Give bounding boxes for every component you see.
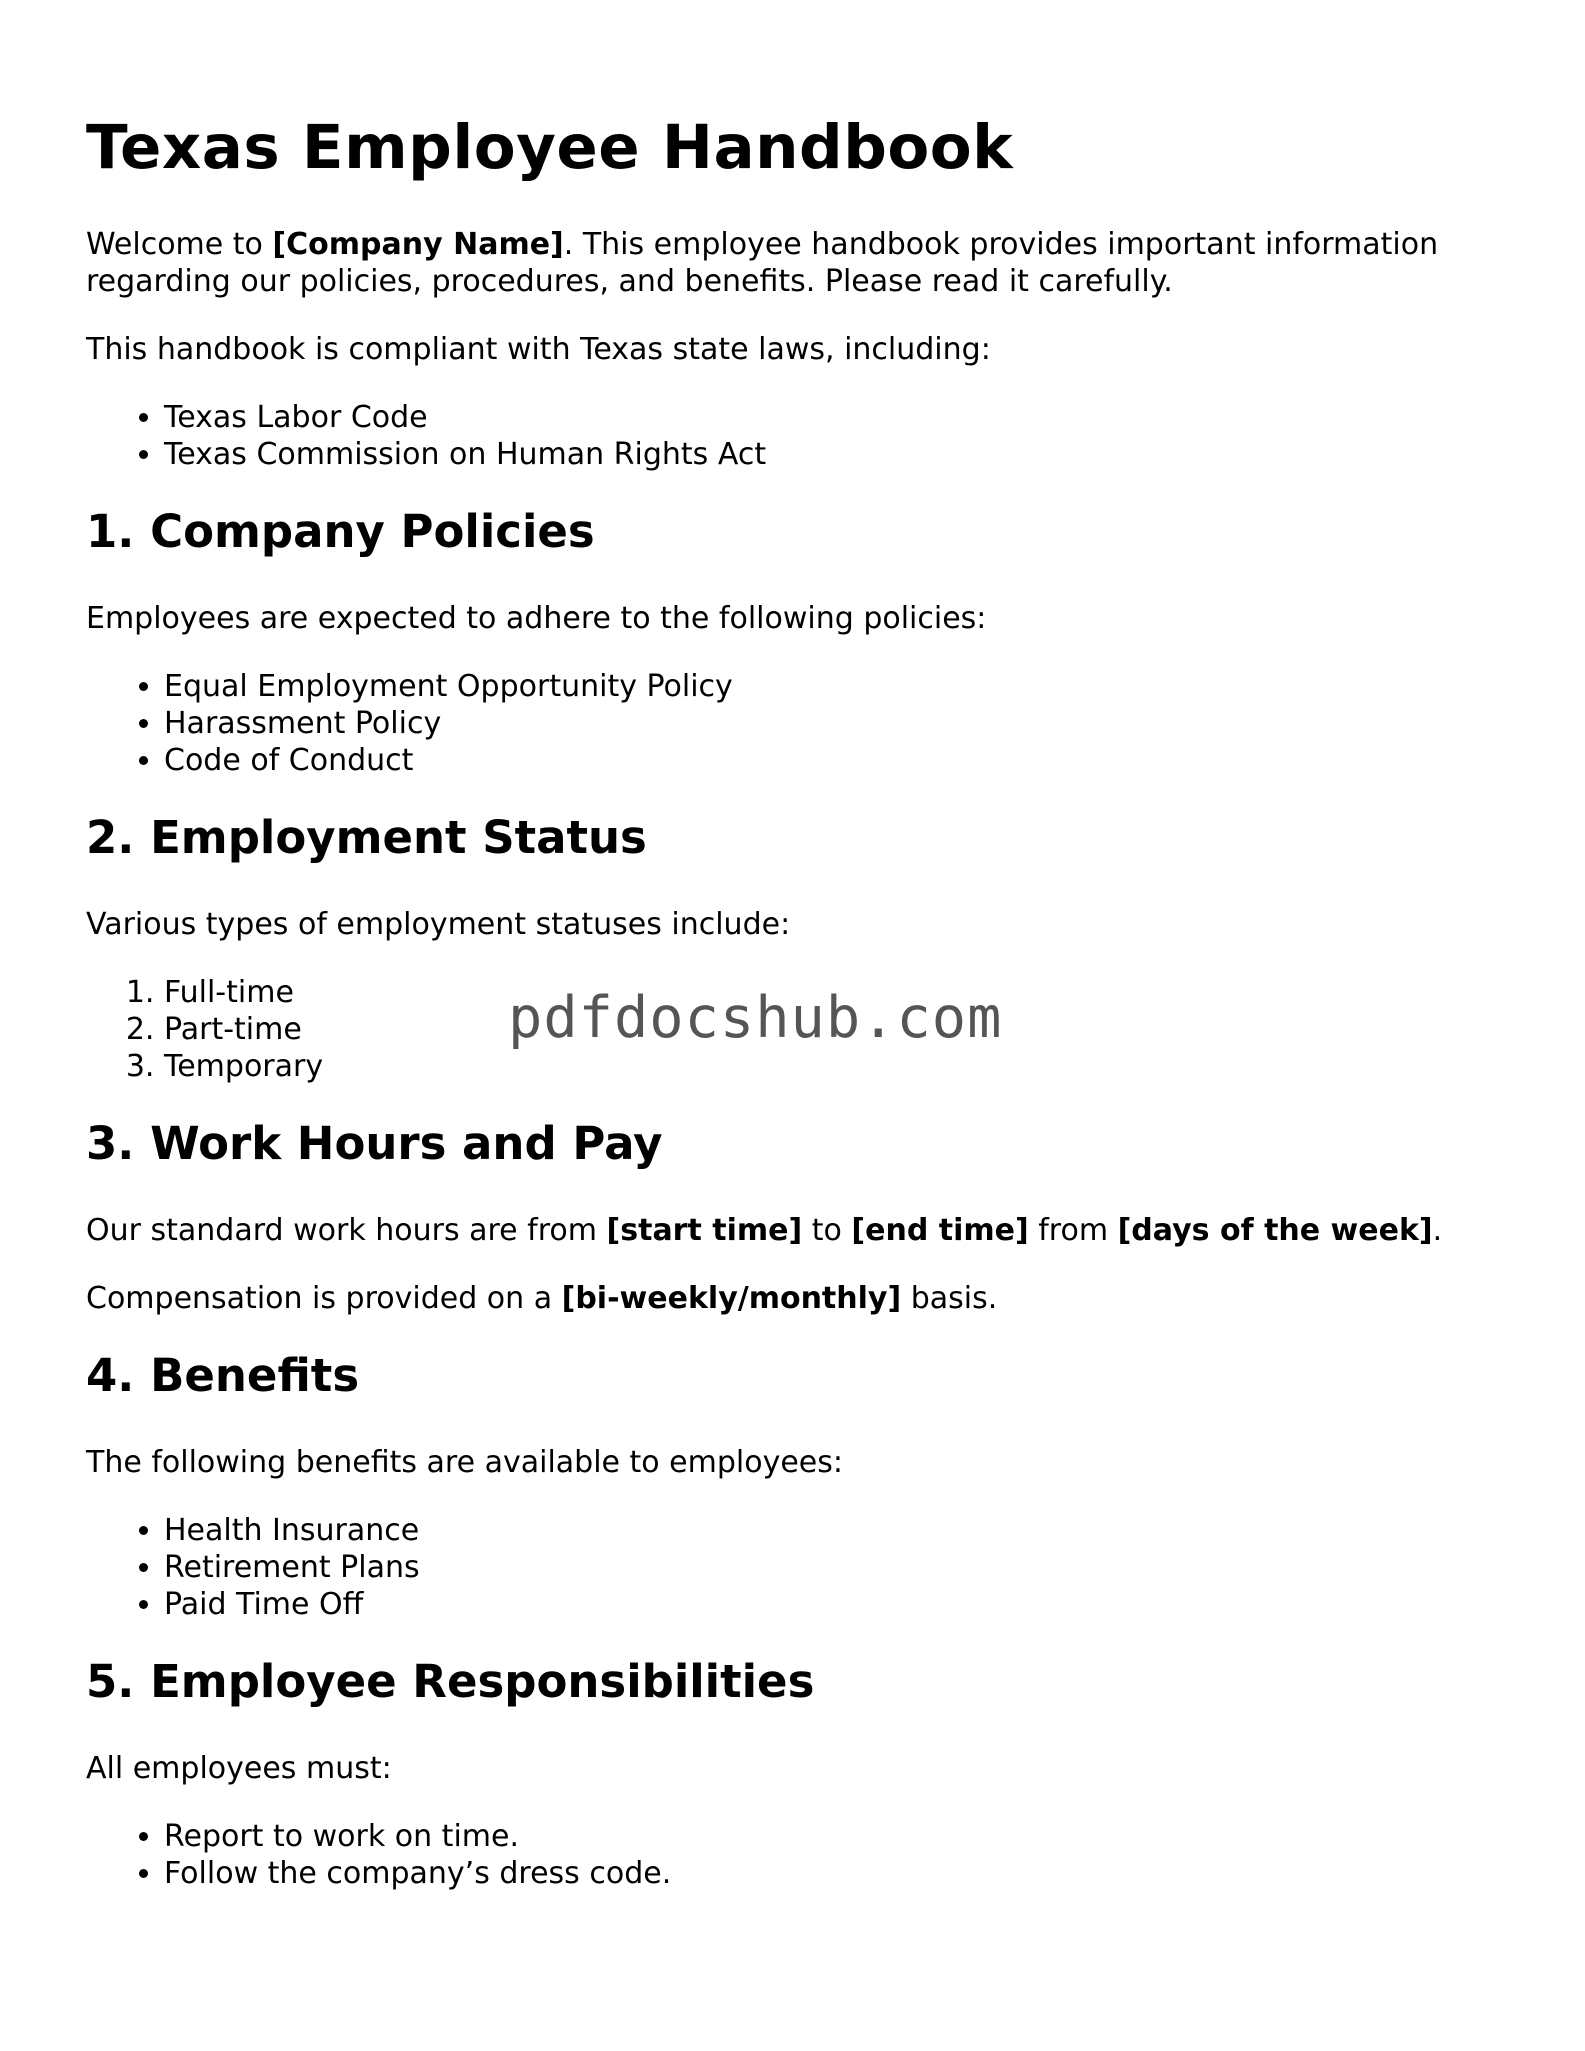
hours-text: Our standard work hours are from — [86, 1213, 607, 1248]
intro-compliance-paragraph: This handbook is compliant with Texas state laws, including: — [86, 332, 991, 367]
pay-paragraph — [86, 1280, 1486, 1317]
intro-text-b: . This employee handbook provides important information regarding our policies, procedures, and benefits. Please read it carefully. — [86, 227, 1439, 299]
list-item: 3. Temporary — [164, 1048, 1486, 1085]
list-item: 2. Part-time — [164, 1011, 1486, 1048]
section-heading-hours: 3. Work Hours and Pay — [86, 1117, 663, 1170]
list-item: • Texas Labor Code — [164, 399, 1486, 436]
benefits-list — [86, 1512, 1486, 1623]
list-item: 1. Full-time — [164, 974, 1486, 1011]
section-heading-status: 2. Employment Status — [86, 811, 647, 864]
hours-text: to — [802, 1213, 852, 1248]
list-item: • Health Insurance — [164, 1512, 1486, 1549]
status-lead: Various types of employment statuses include: — [86, 907, 791, 942]
section-heading-policies: 1. Company Policies — [86, 505, 595, 558]
list-item: • Code of Conduct — [164, 742, 1486, 779]
list-item: • Texas Commission on Human Rights Act — [164, 436, 1486, 473]
section-heading-responsibilities: 5. Employee Responsibilities — [86, 1655, 815, 1708]
watermark: pdfdocshub.com — [508, 985, 1003, 1051]
start-time-placeholder: [start time] — [606, 1213, 803, 1248]
company-name-placeholder: [Company Name] — [272, 227, 564, 262]
pay-text: Compensation is provided on a — [86, 1281, 562, 1316]
end-time-placeholder: [end time] — [851, 1213, 1029, 1248]
intro-text-a: Welcome to — [86, 227, 273, 262]
laws-list — [86, 399, 1486, 473]
document-title: Texas Employee Handbook — [86, 112, 1014, 183]
list-item: • Report to work on time. — [164, 1818, 1486, 1855]
list-item: • Harassment Policy — [164, 705, 1486, 742]
list-item: • Equal Employment Opportunity Policy — [164, 668, 1486, 705]
pay-frequency-placeholder: [bi-weekly/monthly] — [561, 1281, 902, 1316]
policies-list — [86, 668, 1486, 779]
list-item: • Follow the company’s dress code. — [164, 1855, 1486, 1892]
responsibilities-lead: All employees must: — [86, 1751, 392, 1786]
hours-text: . — [1432, 1213, 1443, 1248]
benefits-lead: The following benefits are available to employees: — [86, 1445, 844, 1480]
hours-text: from — [1028, 1213, 1118, 1248]
section-heading-benefits: 4. Benefits — [86, 1349, 360, 1402]
policies-lead: Employees are expected to adhere to the following policies: — [86, 601, 987, 636]
days-placeholder: [days of the week] — [1117, 1213, 1433, 1248]
responsibilities-list — [86, 1818, 1486, 1892]
pay-text: basis. — [901, 1281, 998, 1316]
intro-welcome-paragraph — [86, 226, 1486, 300]
list-item: • Paid Time Off — [164, 1586, 1486, 1623]
hours-paragraph — [86, 1212, 1486, 1249]
list-item: • Retirement Plans — [164, 1549, 1486, 1586]
